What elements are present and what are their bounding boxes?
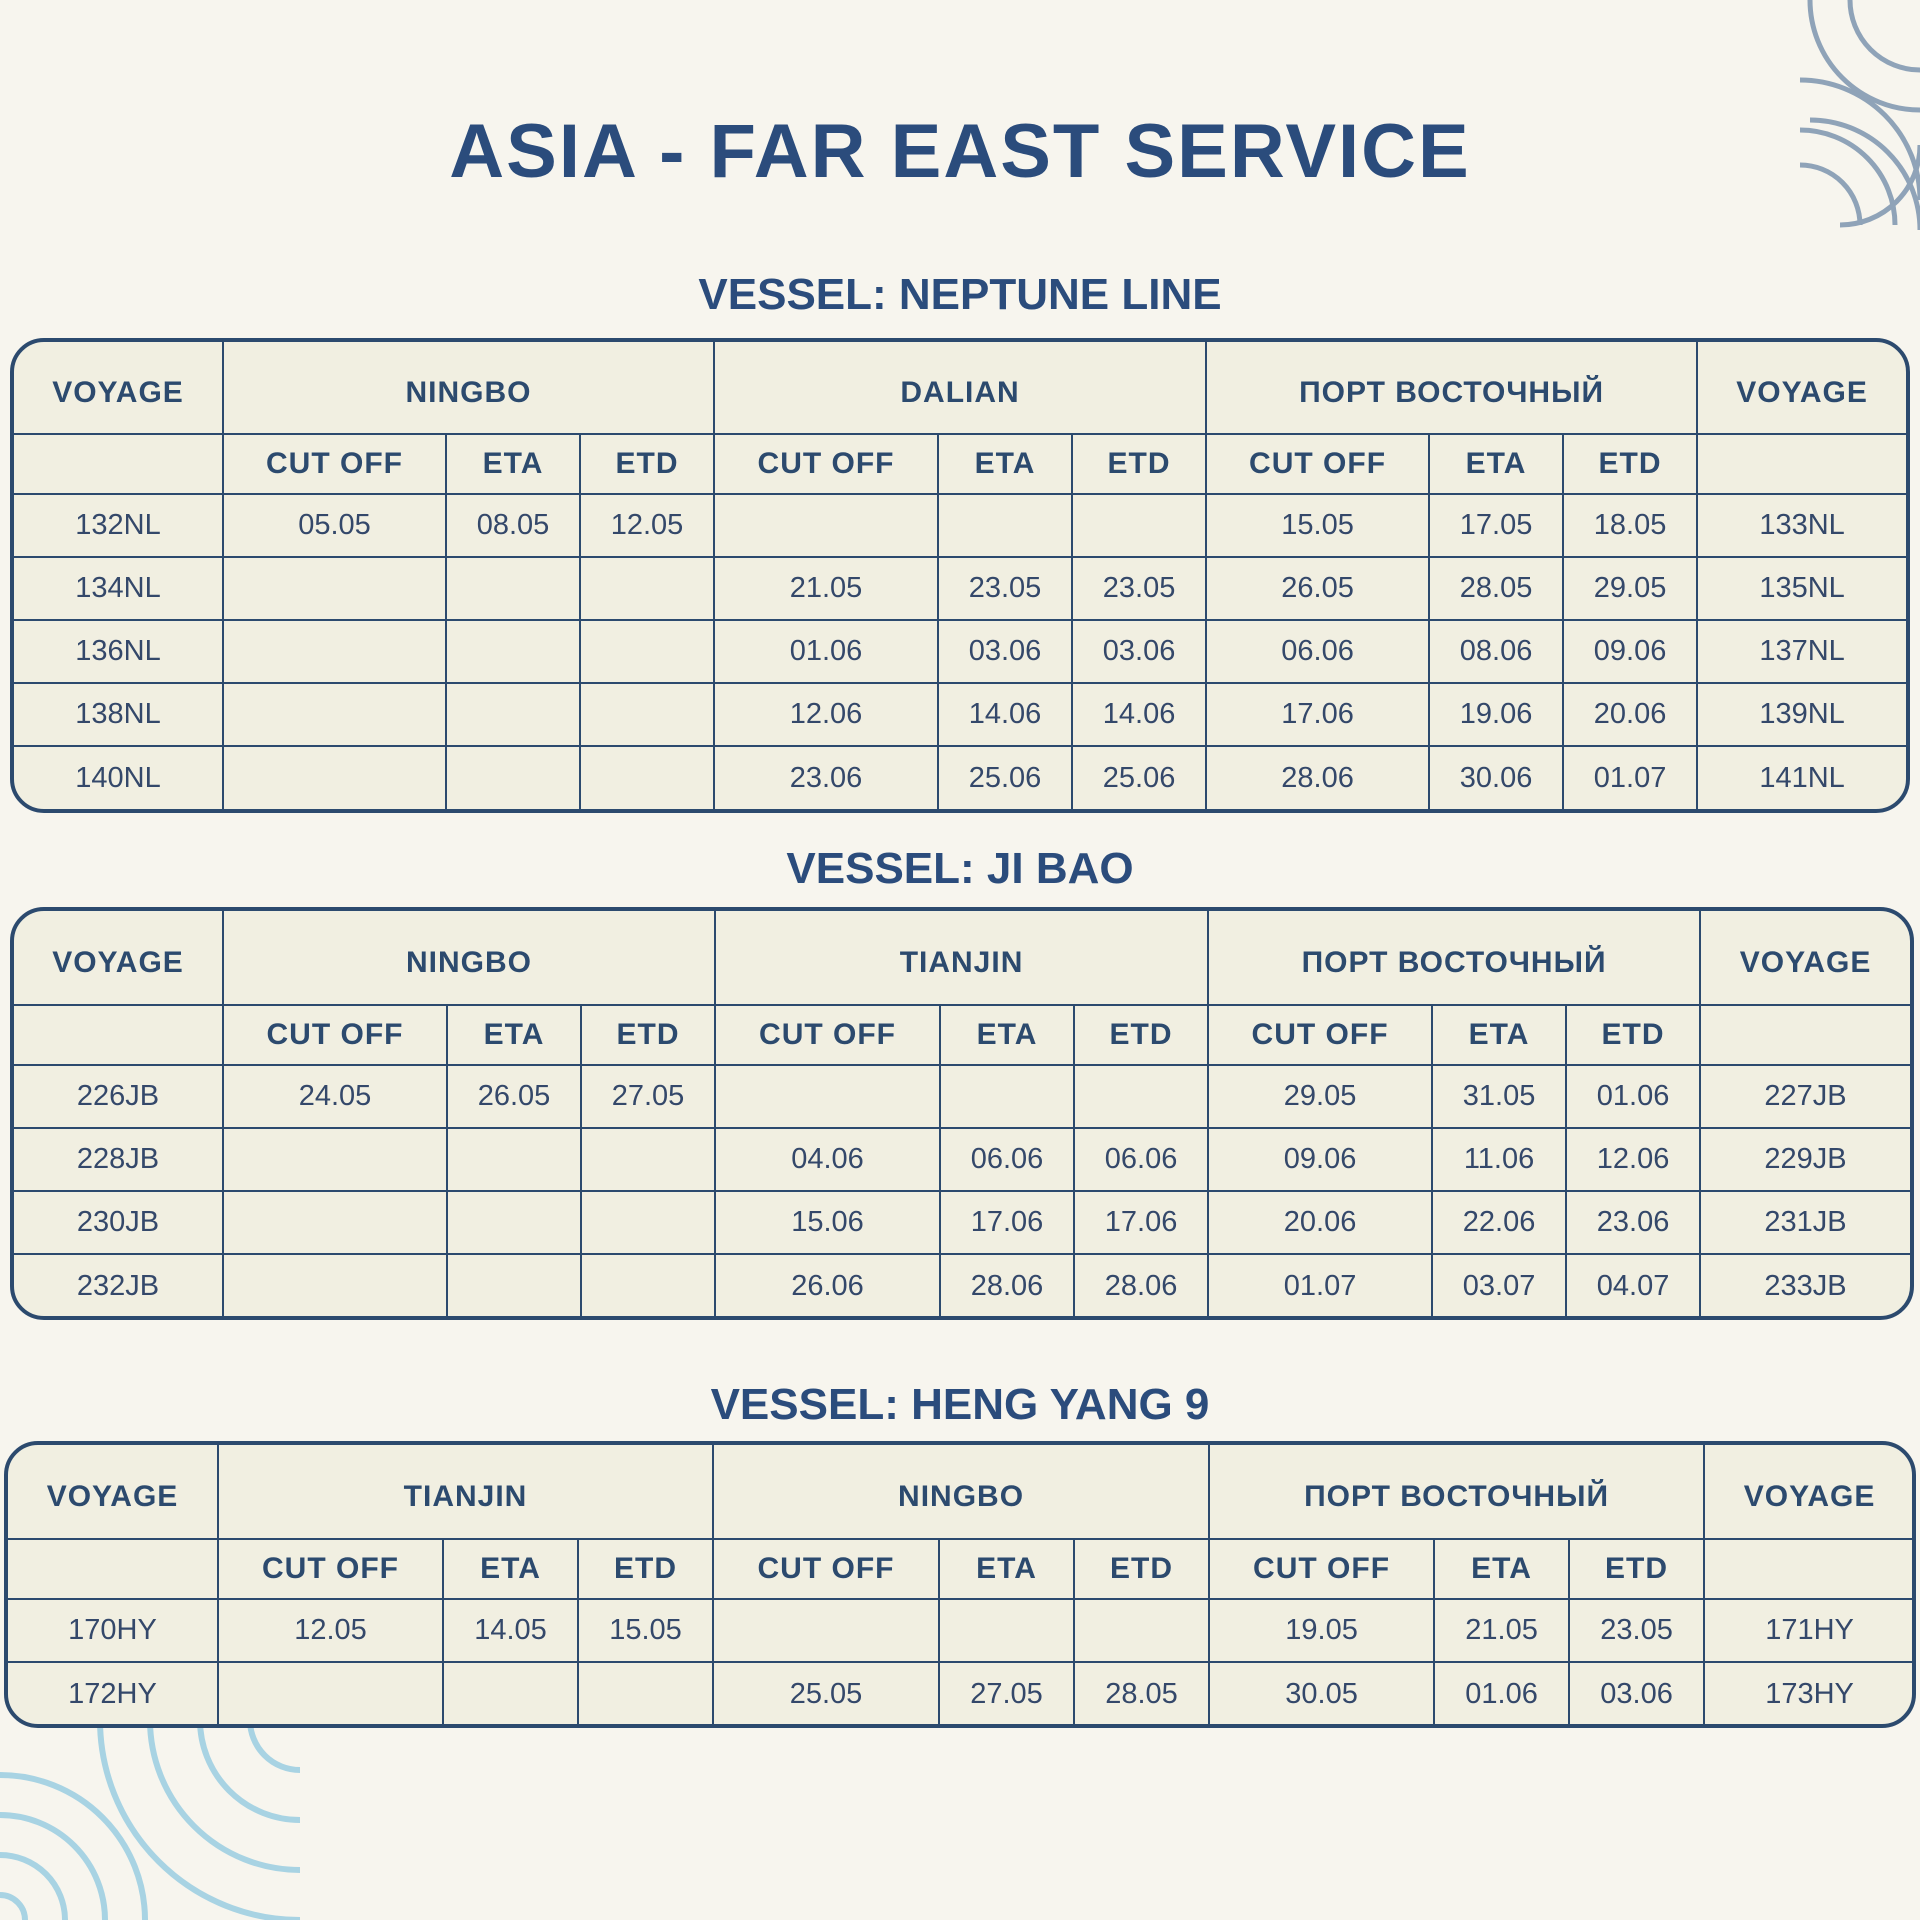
sub-header: ETA: [446, 434, 580, 494]
table-cell: 01.07: [1208, 1254, 1432, 1317]
sub-header: ETD: [1074, 1539, 1209, 1599]
table-cell: 04.06: [715, 1128, 940, 1191]
table-cell: [223, 683, 446, 746]
table-row: [8, 1599, 1914, 1662]
table-cell: 15.05: [578, 1599, 713, 1662]
sub-header: ETA: [447, 1005, 581, 1065]
empty-cell: [1704, 1539, 1914, 1599]
sub-header: ETA: [1432, 1005, 1566, 1065]
port-header: NINGBO: [223, 911, 715, 1005]
port-header: ПОРТ ВОСТОЧНЫЙ: [1209, 1445, 1704, 1539]
port-header: TIANJIN: [218, 1445, 713, 1539]
table-cell: 12.06: [714, 683, 938, 746]
table-cell: [580, 620, 714, 683]
table-cell: 138NL: [14, 683, 223, 746]
table-cell: 139NL: [1697, 683, 1906, 746]
table-cell: [713, 1599, 939, 1662]
sub-header: ETA: [1434, 1539, 1569, 1599]
table-cell: 01.06: [1566, 1065, 1700, 1128]
sub-header: ETD: [1072, 434, 1206, 494]
table-row: [14, 1128, 1910, 1191]
sub-header: CUT OFF: [218, 1539, 443, 1599]
table-cell: [714, 494, 938, 557]
sub-header: CUT OFF: [715, 1005, 940, 1065]
table-cell: 24.05: [223, 1065, 447, 1128]
sub-header: CUT OFF: [1209, 1539, 1434, 1599]
sub-header: ETA: [1429, 434, 1563, 494]
sub-header-row: [14, 1005, 1910, 1065]
table-cell: 23.05: [938, 557, 1072, 620]
table-cell: 232JB: [14, 1254, 223, 1317]
sub-header: ETD: [1563, 434, 1697, 494]
voyage-header-right: VOYAGE: [1700, 911, 1910, 1005]
table-row: [8, 1662, 1914, 1725]
table-cell: 23.06: [1566, 1191, 1700, 1254]
table-cell: 12.06: [1566, 1128, 1700, 1191]
table-cell: 06.06: [1206, 620, 1429, 683]
table-cell: 135NL: [1697, 557, 1906, 620]
table-cell: 230JB: [14, 1191, 223, 1254]
port-header-row: [14, 342, 1906, 434]
table-cell: 20.06: [1208, 1191, 1432, 1254]
vessel-title-ji-bao: VESSEL: JI BAO: [786, 844, 1134, 893]
table-cell: [581, 1254, 715, 1317]
table-cell: 28.06: [1206, 746, 1429, 809]
port-header: ПОРТ ВОСТОЧНЫЙ: [1208, 911, 1700, 1005]
table-cell: [223, 746, 446, 809]
table-cell: [446, 746, 580, 809]
table-cell: [223, 1128, 447, 1191]
table-cell: 17.06: [1074, 1191, 1208, 1254]
table-cell: 228JB: [14, 1128, 223, 1191]
sub-header: ETA: [938, 434, 1072, 494]
table-cell: 03.06: [938, 620, 1072, 683]
sub-header: CUT OFF: [1208, 1005, 1432, 1065]
sub-header: ETA: [939, 1539, 1074, 1599]
table-cell: [447, 1128, 581, 1191]
table-cell: 03.06: [1072, 620, 1206, 683]
table-cell: 17.06: [1206, 683, 1429, 746]
sub-header: ETD: [1566, 1005, 1700, 1065]
table-cell: 20.06: [1563, 683, 1697, 746]
table-cell: 01.06: [714, 620, 938, 683]
sub-header: CUT OFF: [713, 1539, 939, 1599]
port-header-row: [14, 911, 1910, 1005]
table-cell: [581, 1128, 715, 1191]
table-cell: 171HY: [1704, 1599, 1914, 1662]
empty-cell: [1700, 1005, 1910, 1065]
table-cell: 132NL: [14, 494, 223, 557]
decorative-arcs-bottom-left: [0, 1720, 300, 1920]
table-cell: [446, 620, 580, 683]
table-row: [14, 683, 1906, 746]
table-cell: [223, 557, 446, 620]
table-cell: 137NL: [1697, 620, 1906, 683]
empty-cell: [14, 1005, 223, 1065]
table-cell: [580, 557, 714, 620]
table-cell: [715, 1065, 940, 1128]
table-cell: [223, 1254, 447, 1317]
voyage-header-right: VOYAGE: [1704, 1445, 1914, 1539]
schedule-table-ji-bao: [10, 907, 1914, 1320]
table-cell: 05.05: [223, 494, 446, 557]
table-cell: 21.05: [1434, 1599, 1569, 1662]
table-cell: 233JB: [1700, 1254, 1910, 1317]
table-cell: 06.06: [940, 1128, 1074, 1191]
sub-header-row: [8, 1539, 1914, 1599]
table-row: [14, 557, 1906, 620]
table-cell: 17.05: [1429, 494, 1563, 557]
vessel-title-heng-yang-9: VESSEL: HENG YANG 9: [710, 1380, 1210, 1429]
table-cell: [581, 1191, 715, 1254]
table-cell: 173HY: [1704, 1662, 1914, 1725]
table-cell: 30.06: [1429, 746, 1563, 809]
port-header: ПОРТ ВОСТОЧНЫЙ: [1206, 342, 1697, 434]
table-cell: [223, 1191, 447, 1254]
table-cell: 140NL: [14, 746, 223, 809]
port-header: DALIAN: [714, 342, 1206, 434]
table-cell: 141NL: [1697, 746, 1906, 809]
table-row: [14, 1065, 1910, 1128]
sub-header: ETD: [581, 1005, 715, 1065]
table-cell: 133NL: [1697, 494, 1906, 557]
table-cell: 26.05: [447, 1065, 581, 1128]
table-cell: 27.05: [581, 1065, 715, 1128]
table-cell: [218, 1662, 443, 1725]
page-title: ASIA - FAR EAST SERVICE: [449, 109, 1471, 194]
port-header: TIANJIN: [715, 911, 1208, 1005]
vessel-title-neptune-line: VESSEL: NEPTUNE LINE: [698, 270, 1222, 319]
sub-header: ETD: [578, 1539, 713, 1599]
port-header: NINGBO: [713, 1445, 1209, 1539]
table-cell: [1074, 1065, 1208, 1128]
table-cell: [580, 683, 714, 746]
table-cell: 134NL: [14, 557, 223, 620]
sub-header: ETD: [580, 434, 714, 494]
table-cell: 12.05: [580, 494, 714, 557]
table-cell: 26.05: [1206, 557, 1429, 620]
voyage-header-right: VOYAGE: [1697, 342, 1906, 434]
table-cell: 14.06: [1072, 683, 1206, 746]
table-cell: 09.06: [1563, 620, 1697, 683]
table-cell: 21.05: [714, 557, 938, 620]
table-cell: [1074, 1599, 1209, 1662]
sub-header: CUT OFF: [1206, 434, 1429, 494]
table-cell: 17.06: [940, 1191, 1074, 1254]
sub-header-row: [14, 434, 1906, 494]
table-cell: 136NL: [14, 620, 223, 683]
table-cell: 227JB: [1700, 1065, 1910, 1128]
table-cell: 14.06: [938, 683, 1072, 746]
table-cell: 15.06: [715, 1191, 940, 1254]
table-cell: 11.06: [1432, 1128, 1566, 1191]
table-cell: 19.05: [1209, 1599, 1434, 1662]
table-cell: 06.06: [1074, 1128, 1208, 1191]
sub-header: CUT OFF: [714, 434, 938, 494]
schedule-table-neptune-line: [10, 338, 1910, 813]
table-cell: 28.06: [1074, 1254, 1208, 1317]
table-cell: 170HY: [8, 1599, 218, 1662]
table-cell: [940, 1065, 1074, 1128]
table-cell: 27.05: [939, 1662, 1074, 1725]
table-cell: 28.05: [1074, 1662, 1209, 1725]
table-cell: 23.05: [1072, 557, 1206, 620]
sub-header: CUT OFF: [223, 1005, 447, 1065]
table-cell: 30.05: [1209, 1662, 1434, 1725]
table-cell: [446, 557, 580, 620]
sub-header: ETA: [443, 1539, 578, 1599]
table-cell: [578, 1662, 713, 1725]
sub-header: CUT OFF: [223, 434, 446, 494]
table-cell: 25.06: [1072, 746, 1206, 809]
table-cell: [223, 620, 446, 683]
table-cell: [443, 1662, 578, 1725]
table-cell: [580, 746, 714, 809]
table-cell: 22.06: [1432, 1191, 1566, 1254]
empty-cell: [8, 1539, 218, 1599]
table-cell: 08.06: [1429, 620, 1563, 683]
table-cell: 28.05: [1429, 557, 1563, 620]
table-cell: 19.06: [1429, 683, 1563, 746]
table-cell: 01.07: [1563, 746, 1697, 809]
table-cell: 09.06: [1208, 1128, 1432, 1191]
port-header-row: [8, 1445, 1914, 1539]
table-cell: [938, 494, 1072, 557]
table-row: [14, 1191, 1910, 1254]
table-row: [14, 1254, 1910, 1317]
table-cell: 18.05: [1563, 494, 1697, 557]
table-cell: 31.05: [1432, 1065, 1566, 1128]
table-cell: 28.06: [940, 1254, 1074, 1317]
table-cell: 03.07: [1432, 1254, 1566, 1317]
table-cell: 23.05: [1569, 1599, 1704, 1662]
table-cell: 12.05: [218, 1599, 443, 1662]
table-cell: 25.06: [938, 746, 1072, 809]
table-cell: 01.06: [1434, 1662, 1569, 1725]
sub-header: ETD: [1074, 1005, 1208, 1065]
table-cell: 04.07: [1566, 1254, 1700, 1317]
table-cell: [939, 1599, 1074, 1662]
table-cell: 26.06: [715, 1254, 940, 1317]
table-cell: [446, 683, 580, 746]
sub-header: ETA: [940, 1005, 1074, 1065]
schedule-table-heng-yang-9: [4, 1441, 1916, 1728]
empty-cell: [1697, 434, 1906, 494]
table-row: [14, 746, 1906, 809]
voyage-header-left: VOYAGE: [8, 1445, 218, 1539]
table-cell: 03.06: [1569, 1662, 1704, 1725]
table-cell: [447, 1254, 581, 1317]
table-cell: 15.05: [1206, 494, 1429, 557]
table-cell: 229JB: [1700, 1128, 1910, 1191]
table-cell: 14.05: [443, 1599, 578, 1662]
table-cell: 29.05: [1208, 1065, 1432, 1128]
table-cell: 25.05: [713, 1662, 939, 1725]
table-cell: 23.06: [714, 746, 938, 809]
voyage-header-left: VOYAGE: [14, 911, 223, 1005]
table-row: [14, 620, 1906, 683]
sub-header: ETD: [1569, 1539, 1704, 1599]
table-cell: 29.05: [1563, 557, 1697, 620]
table-cell: 226JB: [14, 1065, 223, 1128]
table-row: [14, 494, 1906, 557]
table-cell: 172HY: [8, 1662, 218, 1725]
table-cell: 08.05: [446, 494, 580, 557]
empty-cell: [14, 434, 223, 494]
table-cell: [447, 1191, 581, 1254]
table-cell: [1072, 494, 1206, 557]
port-header: NINGBO: [223, 342, 714, 434]
table-cell: 231JB: [1700, 1191, 1910, 1254]
voyage-header-left: VOYAGE: [14, 342, 223, 434]
